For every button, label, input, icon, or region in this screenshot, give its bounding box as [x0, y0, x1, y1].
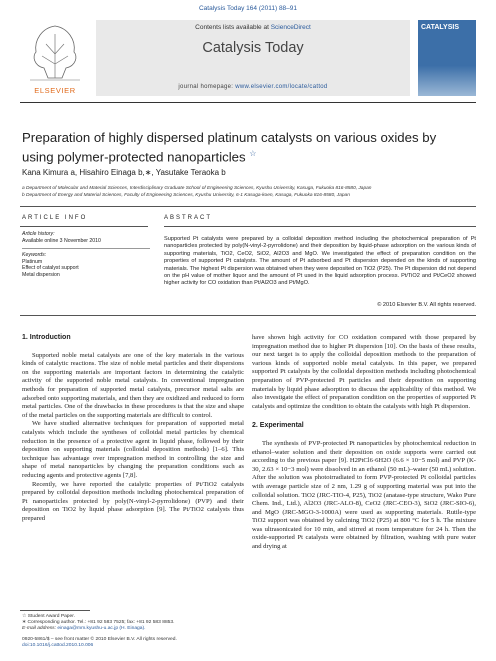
article-title-text: Preparation of highly dispersed platinum catalysts on various oxides by using polymer-protected nanoparticles	[22, 130, 437, 165]
abstract-bottom-rule	[20, 315, 476, 316]
email-link[interactable]: einaga@mm.kyushu-u.ac.jp (H. Einaga).	[57, 626, 146, 632]
article-info-box	[22, 231, 150, 279]
keyword-item: Effect of catalyst support	[22, 265, 79, 272]
footnote-corresponding: ∗ Corresponding author. Tel.: +81 92 583 7525; fax: +81 92 583 8853.	[22, 620, 175, 626]
history-label: Article history:	[22, 231, 55, 237]
publisher-name: ELSEVIER	[34, 86, 76, 95]
homepage-link[interactable]: www.elsevier.com/locate/cattod	[235, 84, 328, 90]
abstract-rule	[164, 226, 476, 227]
left-column	[22, 334, 244, 523]
star-icon: ☆	[249, 149, 257, 158]
abstract-heading: ABSTRACT	[164, 215, 213, 221]
article-info-rule	[20, 226, 148, 227]
paragraph: Supported noble metal catalysts are one of the key materials in the various kinds of catalytic reactions. The size of noble metal particles and their dispersions on the supporting materials are important factors in determining the catalytic activity of the supported noble metal catalysts. In conventional impregnation methods for preparation of supported metal catalysts, precursor metal salts are adsorbed onto supporting materials, and then they are oxidized and reduced to form metal particles. One of the drawbacks in these procedures is that the size and shape of the metal particles on the supporting materials are difficult to control.	[22, 351, 244, 419]
footnote-star: ☆ Student Award Paper.	[22, 614, 75, 619]
affiliation-b: b Department of Energy and Material Sciences, Faculty of Engineering Sciences, Kyushu University, 6-1 Kasuga-koen, Kasuga, Fukuoka 816-8580, Japan	[22, 193, 350, 198]
journal-homepage	[96, 84, 410, 90]
running-header: Catalysis Today 164 (2011) 88–91	[198, 5, 298, 12]
affiliation-a: a Department of Molecular and Material Sciences, Interdisciplinary Graduate School of Engineering Sciences, Kyushu University, Kasuga, Fukuoka 816-8580, Japan	[22, 186, 372, 191]
paragraph: Recently, we have reported the catalytic properties of Pt/TiO2 catalysts prepared by colloidal deposition methods including photochemical preparation of Pt nanoparticles protected by poly(N-vinyl-2-pyrrolidone) (PVP) and their deposition on TiO2 by liquid phase adsorption [9]. The Pt/TiO2 catalysts thus prepared	[22, 480, 244, 522]
footnotes	[22, 614, 244, 649]
right-column	[252, 334, 476, 552]
email-label: E-mail address:	[22, 626, 56, 632]
elsevier-logo	[22, 20, 88, 96]
contents-prefix: Contents lists available at	[195, 24, 269, 31]
history-value: Available online 3 November 2010	[22, 237, 101, 244]
cover-label: CATALYSIS	[421, 24, 459, 31]
paragraph: have shown high activity for CO oxidation compared with those prepared by impregnation method due to higher Pt dispersion [10]. On the basis of these results, our next target is to apply the colloidal deposition methods to the preparation of various kinds of supported noble metal catalysts. In this paper, we prepared supported Pt catalysts by the colloidal deposition methods including photochemical preparation of PVP-protected Pt particles and their deposition on supporting materials by liquid phase adsorption to discuss the applicability of this method. We also investigate the effect of preparation condition on the properties of supported Pt catalysts and optimize the condition to obtain the catalysts with high Pt dispersion.	[252, 334, 476, 410]
issn-line: 0920-5861/$ – see front matter © 2010 Elsevier B.V. All rights reserved.	[22, 636, 177, 642]
paragraph: We have studied alternative techniques for preparation of supported metal catalysts which include the syntheses of colloidal metal particles by chemical reduction in the presence of a protective agent in liquid phase, followed by their deposition on supporting materials (colloidal deposition methods) [1–6]. This technique has advantage over impregnation method in controlling the size and shape of metal nanoparticles by changing the preparation conditions such as reducing agents and protective agents [7,8].	[22, 420, 244, 479]
abstract-text: Supported Pt catalysts were prepared by a colloidal deposition method including the photochemical preparation of Pt nanoparticles protected by poly(N-vinyl-2-pyrrolidone) and their deposition by liquid-phase adsorption on the various kinds of supporting materials, TiO2, CeO2, SiO2, Al2O3 and MgO. We investigated the effect of preparation condition on the properties of supported Pt catalysts. The amount of Pt adsorbed and Pt dispersion depended on the kinds of supporting materials. The highest Pt dispersion was obtained when they were deposited on TiO2 (P25). The Pt dispersion did not depend on the pH value of mother liquor and the amount of Pt used in the liquid adsorption process. Pt/TiO2 and Pt/CeO2 showed higher activity for CO oxidation than Pt/Al2O3 and Pt/MgO.	[164, 236, 476, 287]
journal-cover-image	[418, 20, 476, 96]
header-rule	[20, 102, 476, 103]
keyword-item: Platinum	[22, 258, 43, 265]
abstract-copyright: © 2010 Elsevier B.V. All rights reserved.	[377, 302, 476, 308]
paragraph: The synthesis of PVP-protected Pt nanoparticles by photochemical reduction in ethanol–water solution and their deposition on oxide supports were carried out according to the previous paper [9]. H2PtCl6·6H2O (6.6 × 10−5 mol) and PVP (K-30, 2.63 × 10−3 mol) were dissolved in an ethanol (50 mL)–water (50 mL) solution. After the solution was photoirradiated to form PVP-protected Pt colloidal particles with average particle size of 2 nm, 1.29 g of supporting material was put into the colloidal solution. TiO2 (JRC-TIO-4, P25), TiO2 (anatase-type structure, Wako Pure Chem. Ind., Ltd.), Al2O3 (JRC-ALO-8), CeO2 (JRC-CEO-3), SiO2 (JRC-SIO-6), and MgO (JRC-MGO-3-1000A) were used as supporting materials. Rutile-type TiO2 support was obtained by calcining TiO2 (P25) at 800 °C for 5 h. The mixture was ultrasonicated for 10 min, and stirred at room temperature for 24 h. Then the oxide-supported Pt catalysts were obtained by filtration, washing with pure water and drying at	[252, 439, 476, 551]
keywords-label: Keywords:	[22, 252, 47, 259]
keyword-item: Metal dispersion	[22, 271, 60, 278]
sciencedirect-link[interactable]: ScienceDirect	[270, 24, 311, 31]
article-title	[22, 130, 462, 165]
journal-title: Catalysis Today	[202, 40, 304, 56]
section-heading-experimental: 2. Experimental	[252, 422, 304, 430]
contents-line	[96, 24, 410, 31]
affiliation-rule	[20, 206, 476, 207]
homepage-prefix: journal homepage:	[178, 84, 234, 90]
doi-link[interactable]: doi:10.1016/j.cattod.2010.10.006	[22, 642, 94, 648]
section-heading-introduction: 1. Introduction	[22, 334, 71, 341]
authors: Kana Kimura a, Hisahiro Einaga b,∗, Yasutake Teraoka b	[22, 168, 226, 177]
footnote-rule	[20, 610, 90, 611]
article-info-heading: ARTICLE INFO	[22, 215, 88, 221]
